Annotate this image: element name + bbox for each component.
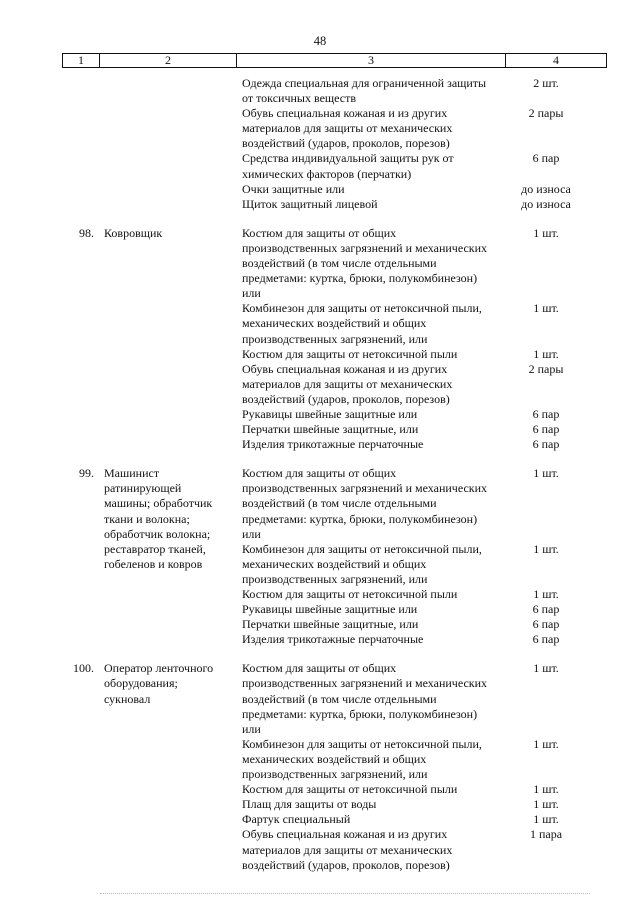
equipment-name: Рукавицы швейные защитные или (242, 406, 418, 421)
equipment-quantity: 1 шт. (533, 346, 559, 361)
equipment-name: Перчатки швейные защитные, или (242, 422, 419, 437)
table-row (0, 197, 640, 212)
equipment-quantity: 1 шт. (533, 466, 559, 481)
table-row (0, 661, 640, 736)
column-header-profession: 2 (100, 54, 237, 68)
equipment-name: Обувь специальная кожаная и из других материалов для защиты от механических воздействий (ударов, проколов, порезов) (242, 361, 453, 406)
equipment-name: Комбинезон для защиты от нетоксичной пыли, механических воздействий и общих производственных загрязнений, или (242, 541, 482, 586)
table-row (0, 827, 640, 872)
equipment-name: Фартук специальный (242, 812, 351, 827)
equipment-quantity: 1 пара (529, 827, 563, 842)
table-group (0, 661, 640, 872)
equipment-name: Костюм для защиты от нетоксичной пыли (242, 587, 458, 601)
equipment-name: Комбинезон для защиты от нетоксичной пыли, механических воздействий и общих производственных загрязнений, или (242, 301, 482, 346)
equipment-quantity: 1 шт. (533, 225, 559, 240)
table-row (0, 226, 640, 301)
equipment-quantity: 2 шт. (533, 76, 559, 90)
table-row (0, 106, 640, 151)
group-profession: Ковровщик (104, 225, 163, 240)
table-row (0, 812, 640, 827)
equipment-quantity: до износа (521, 181, 571, 196)
table-row (0, 602, 640, 617)
equipment-quantity: 1 шт. (533, 661, 559, 676)
group-number: 99. (79, 466, 94, 481)
equipment-name: Костюм для защиты от общих производственных загрязнений и механических воздействий (в том числе отдельными предметами: куртка, брюки, полукомбинезон) или (242, 661, 488, 736)
table-row (0, 542, 640, 587)
table-row (0, 617, 640, 632)
table-row (0, 466, 640, 541)
column-header-quantity: 4 (506, 54, 607, 68)
equipment-name: Средства индивидуальной защиты рук от химических факторов (перчатки) (242, 151, 454, 181)
equipment-quantity: 1 шт. (533, 301, 559, 316)
table-row (0, 797, 640, 812)
table-row (0, 347, 640, 362)
table-row (0, 422, 640, 437)
column-header-number: 1 (63, 54, 100, 68)
equipment-name: Рукавицы швейные защитные или (242, 602, 418, 617)
equipment-name: Плащ для защиты от воды (242, 797, 377, 812)
table-row (0, 76, 640, 106)
table-row (0, 182, 640, 197)
equipment-quantity: 6 пар (532, 406, 560, 421)
equipment-name: Обувь специальная кожаная и из других материалов для защиты от механических воздействий (ударов, проколов, порезов) (242, 827, 453, 872)
group-number: 100. (73, 661, 94, 676)
equipment-name: Костюм для защиты от общих производственных загрязнений и механических воздействий (в том числе отдельными предметами: куртка, брюки, полукомбинезон) или (242, 466, 488, 541)
equipment-name: Очки защитные или (242, 181, 345, 196)
equipment-quantity: до износа (521, 196, 571, 211)
equipment-quantity: 6 пар (532, 617, 560, 632)
equipment-name: Щиток защитный лицевой (242, 196, 378, 211)
table-row (0, 407, 640, 422)
equipment-quantity: 2 пары (528, 106, 564, 121)
page-number: 48 (313, 34, 327, 48)
equipment-name: Костюм для защиты от нетоксичной пыли (242, 782, 458, 797)
equipment-quantity: 2 пары (528, 361, 564, 376)
equipment-quantity: 1 шт. (533, 736, 559, 751)
equipment-quantity: 6 пар (532, 151, 560, 166)
equipment-name: Костюм для защиты от нетоксичной пыли (242, 346, 458, 361)
equipment-name: Перчатки швейные защитные, или (242, 617, 419, 632)
norms-table-body (0, 72, 640, 873)
table-group (0, 226, 640, 452)
equipment-quantity: 1 шт. (533, 782, 559, 797)
group-profession: Машинист ратинирующей машины; обработчик ткани и волокна; обработчик волокна; реставратор тканей, гобеленов и ковров (104, 466, 213, 571)
column-header-row (62, 53, 607, 68)
equipment-quantity: 1 шт. (533, 797, 559, 812)
equipment-quantity: 1 шт. (533, 541, 559, 556)
equipment-quantity: 6 пар (532, 632, 560, 647)
equipment-name: Комбинезон для защиты от нетоксичной пыли, механических воздействий и общих производственных загрязнений, или (242, 736, 482, 782)
equipment-name: Изделия трикотажные перчаточные (242, 437, 424, 452)
equipment-quantity: 6 пар (532, 437, 560, 452)
equipment-quantity: 6 пар (532, 602, 560, 617)
page-bottom-divider (100, 893, 590, 894)
equipment-name: Изделия трикотажные перчаточные (242, 632, 424, 647)
table-row (0, 437, 640, 452)
group-profession: Оператор ленточного оборудования; сукновал (104, 661, 214, 706)
table-row (0, 587, 640, 602)
table-row (0, 632, 640, 647)
equipment-quantity: 1 шт. (533, 812, 559, 827)
table-row (0, 782, 640, 797)
equipment-name: Обувь специальная кожаная и из других материалов для защиты от механических воздействий (ударов, проколов, порезов) (242, 106, 453, 151)
column-header-equipment: 3 (237, 54, 506, 68)
table-row (0, 301, 640, 346)
equipment-name: Костюм для защиты от общих производственных загрязнений и механических воздействий (в том числе отдельными предметами: куртка, брюки, полукомбинезон) или (242, 225, 488, 301)
table-row (0, 151, 640, 181)
table-row (0, 362, 640, 407)
table-group (0, 76, 640, 212)
equipment-name: Одежда специальная для ограниченной защиты от токсичных веществ (242, 76, 487, 106)
equipment-quantity: 1 шт. (533, 587, 559, 601)
table-group (0, 466, 640, 647)
table-row (0, 737, 640, 782)
equipment-quantity: 6 пар (532, 422, 560, 437)
group-number: 98. (79, 225, 94, 240)
